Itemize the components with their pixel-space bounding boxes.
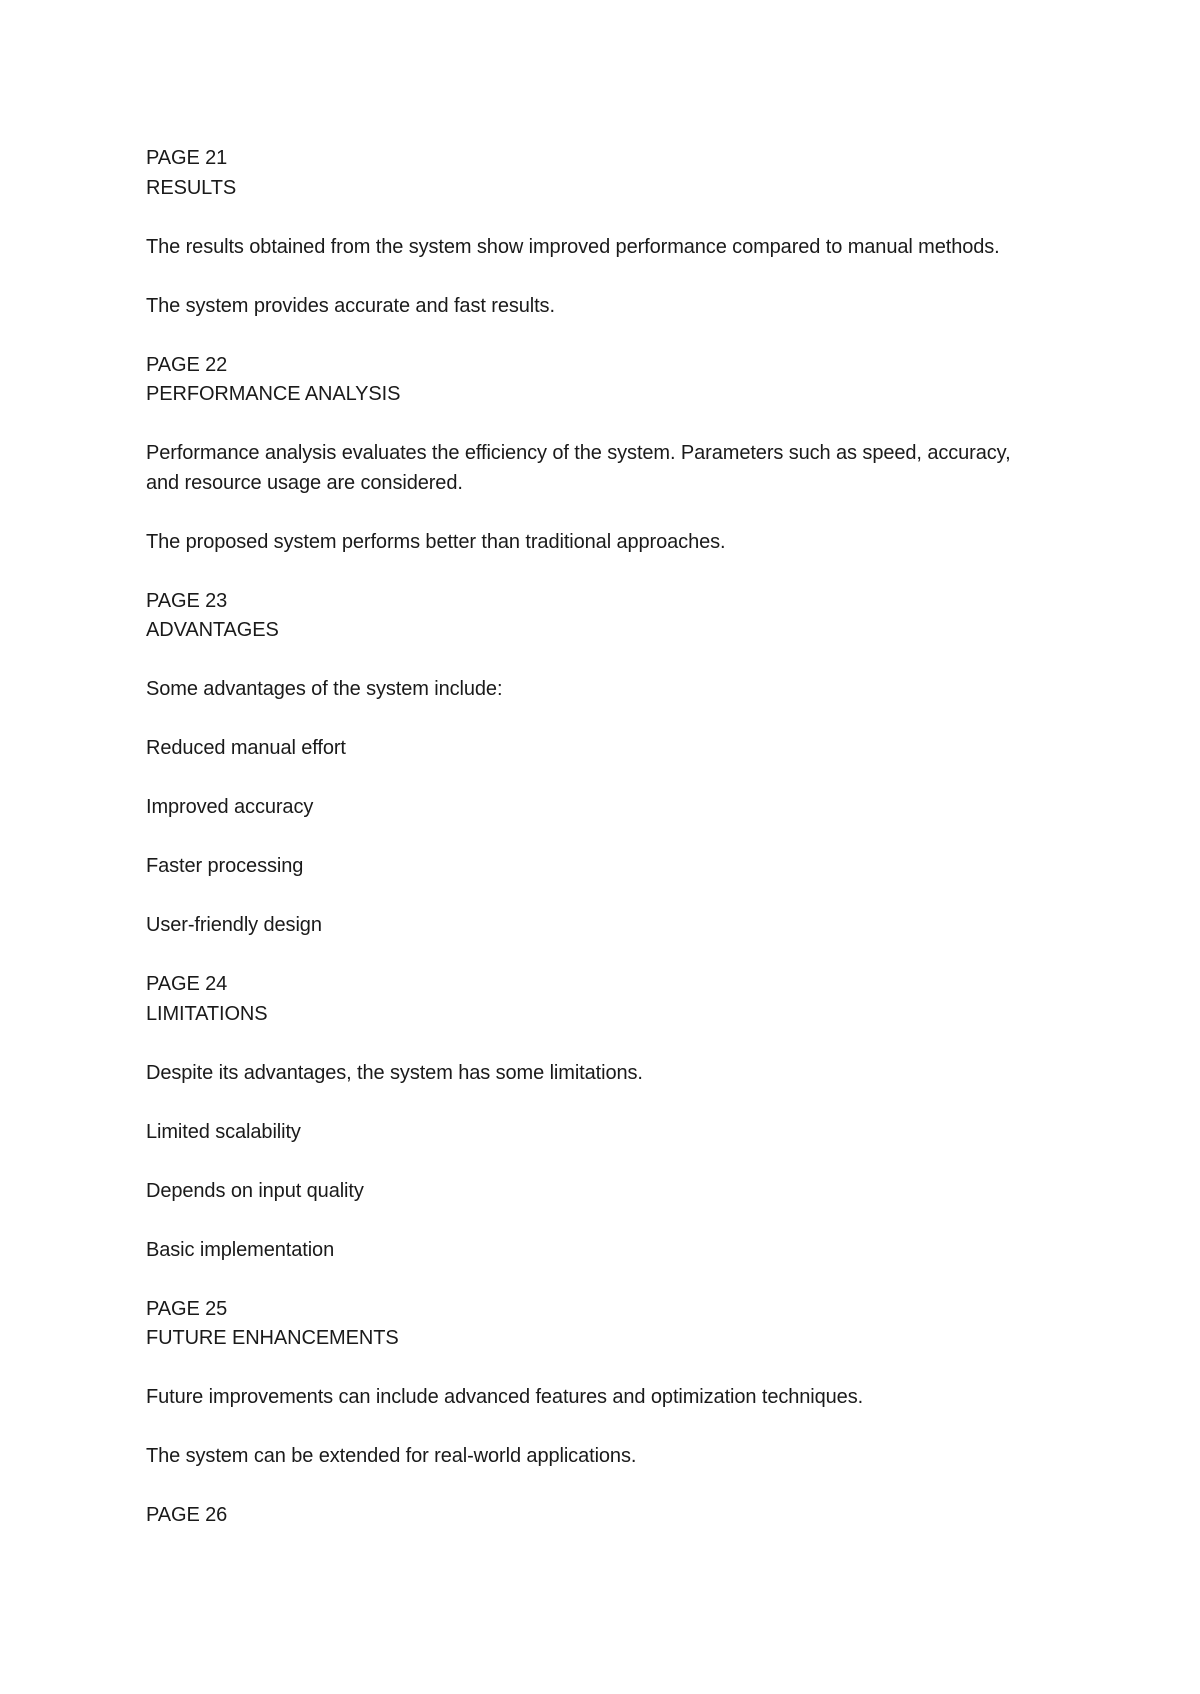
list-item: User-friendly design — [146, 914, 322, 936]
section-heading: PERFORMANCE ANALYSIS — [146, 383, 401, 405]
page-label-last: PAGE 26 — [146, 1504, 228, 1526]
section-performance-analysis — [146, 351, 1046, 558]
section-future-enhancements — [146, 1295, 1046, 1472]
page-label: PAGE 24 — [146, 973, 228, 995]
paragraph: The system provides accurate and fast results. — [146, 294, 555, 317]
list-item: Improved accuracy — [146, 796, 314, 818]
paragraph: Performance analysis evaluates the efficiency of the system. Parameters such as speed, accuracy, and resource usage are considered. — [146, 442, 1011, 494]
paragraph: Despite its advantages, the system has some limitations. — [146, 1061, 643, 1084]
list-item: Limited scalability — [146, 1120, 301, 1143]
section-heading: RESULTS — [146, 176, 237, 199]
section-heading: LIMITATIONS — [146, 1002, 268, 1025]
document-page — [146, 144, 1046, 1531]
section-heading: FUTURE ENHANCEMENTS — [146, 1327, 399, 1349]
section-results — [146, 144, 1046, 321]
list-item: Faster processing — [146, 855, 304, 877]
page-label: PAGE 22 — [146, 353, 228, 376]
paragraph: The results obtained from the system show improved performance compared to manual methods. — [146, 235, 1000, 258]
section-limitations — [146, 970, 1046, 1265]
paragraph: Future improvements can include advanced features and optimization techniques. — [146, 1386, 864, 1408]
section-advantages — [146, 587, 1046, 941]
page-label: PAGE 25 — [146, 1297, 228, 1320]
list-item: Depends on input quality — [146, 1179, 364, 1202]
paragraph: The system can be extended for real-world applications. — [146, 1445, 637, 1467]
page-label: PAGE 23 — [146, 589, 228, 612]
paragraph: The proposed system performs better than traditional approaches. — [146, 530, 726, 553]
page-label: PAGE 21 — [146, 147, 228, 169]
section-heading: ADVANTAGES — [146, 619, 279, 641]
list-item: Basic implementation — [146, 1238, 335, 1261]
paragraph: Some advantages of the system include: — [146, 678, 503, 700]
list-item: Reduced manual effort — [146, 737, 346, 759]
